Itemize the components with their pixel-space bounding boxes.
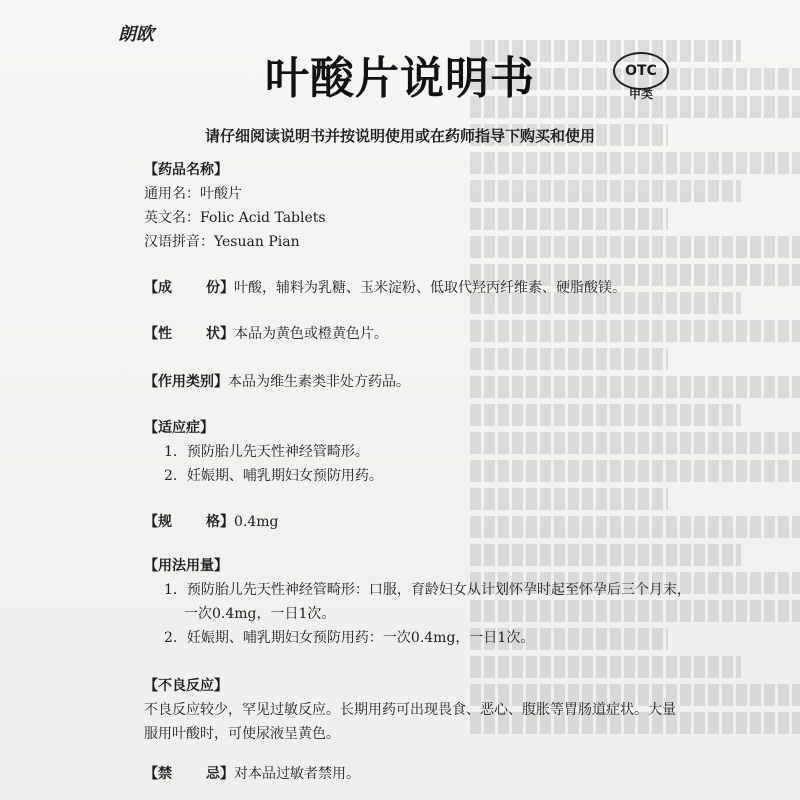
dosage-line-1: 1．预防胎儿先天性神经管畸形：口服，育龄妇女从计划怀孕时起至怀孕后三个月末， <box>164 582 691 598</box>
category-row <box>144 372 410 392</box>
dosage-line-1-cont: 一次0.4mg，一日1次。 <box>184 606 336 622</box>
section-header-name: 【药品名称】 <box>144 162 228 178</box>
dosage-line-2: 2．妊娠期、哺乳期妇女预防用药：一次0.4mg，一日1次。 <box>164 630 535 646</box>
contra-text: 对本品过敏者禁用。 <box>234 766 360 782</box>
section-header-contra-b: 忌】 <box>206 766 234 782</box>
category-text: 本品为维生素类非处方药品。 <box>228 374 410 390</box>
spec-text: 0.4mg <box>234 514 279 530</box>
instruction-subtitle: 请仔细阅读说明书并按说明使用或在药师指导下购买和使用 <box>204 127 595 145</box>
section-header-appearance-a: 【性 <box>144 326 172 342</box>
adverse-line-1: 不良反应较少，罕见过敏反应。长期用药可出现畏食、恶心、腹胀等胃肠道症状。大量 <box>144 702 676 718</box>
indication-item-1: 1．预防胎儿先天性神经管畸形。 <box>164 444 369 460</box>
section-header-composition-a: 【成 <box>144 280 172 296</box>
appearance-text: 本品为黄色或橙黄色片。 <box>234 326 388 342</box>
section-header-dosage: 【用法用量】 <box>144 558 228 574</box>
english-name: 英文名：Folic Acid Tablets <box>144 210 326 226</box>
section-header-composition-b: 份】 <box>206 280 234 296</box>
composition-row <box>144 278 626 298</box>
section-header-contra-a: 【禁 <box>144 766 172 782</box>
section-header-appearance-b: 状】 <box>206 326 234 342</box>
indication-item-2: 2．妊娠期、哺乳期妇女预防用药。 <box>164 468 383 484</box>
spec-row <box>144 512 279 532</box>
bleed-through-text <box>470 40 800 800</box>
appearance-row <box>144 324 388 344</box>
section-header-adverse: 【不良反应】 <box>144 678 228 694</box>
composition-text: 叶酸，辅料为乳糖、玉米淀粉、低取代羟丙纤维素、硬脂酸镁。 <box>234 280 626 296</box>
section-header-indications: 【适应症】 <box>144 420 214 436</box>
otc-badge: OTC <box>613 52 669 90</box>
section-header-spec-a: 【规 <box>144 514 172 530</box>
section-header-category: 【作用类别】 <box>144 374 228 390</box>
document-title: 叶酸片说明书 <box>265 53 535 104</box>
contra-row <box>144 764 360 784</box>
section-header-spec-b: 格】 <box>206 514 234 530</box>
generic-name: 通用名：叶酸片 <box>144 186 242 202</box>
adverse-line-2: 服用叶酸时，可使尿液呈黄色。 <box>144 726 340 742</box>
pinyin-name: 汉语拼音：Yesuan Pian <box>144 234 300 250</box>
otc-class-label: 甲类 <box>628 87 653 101</box>
brand-logo: 朗欧 <box>118 24 154 45</box>
